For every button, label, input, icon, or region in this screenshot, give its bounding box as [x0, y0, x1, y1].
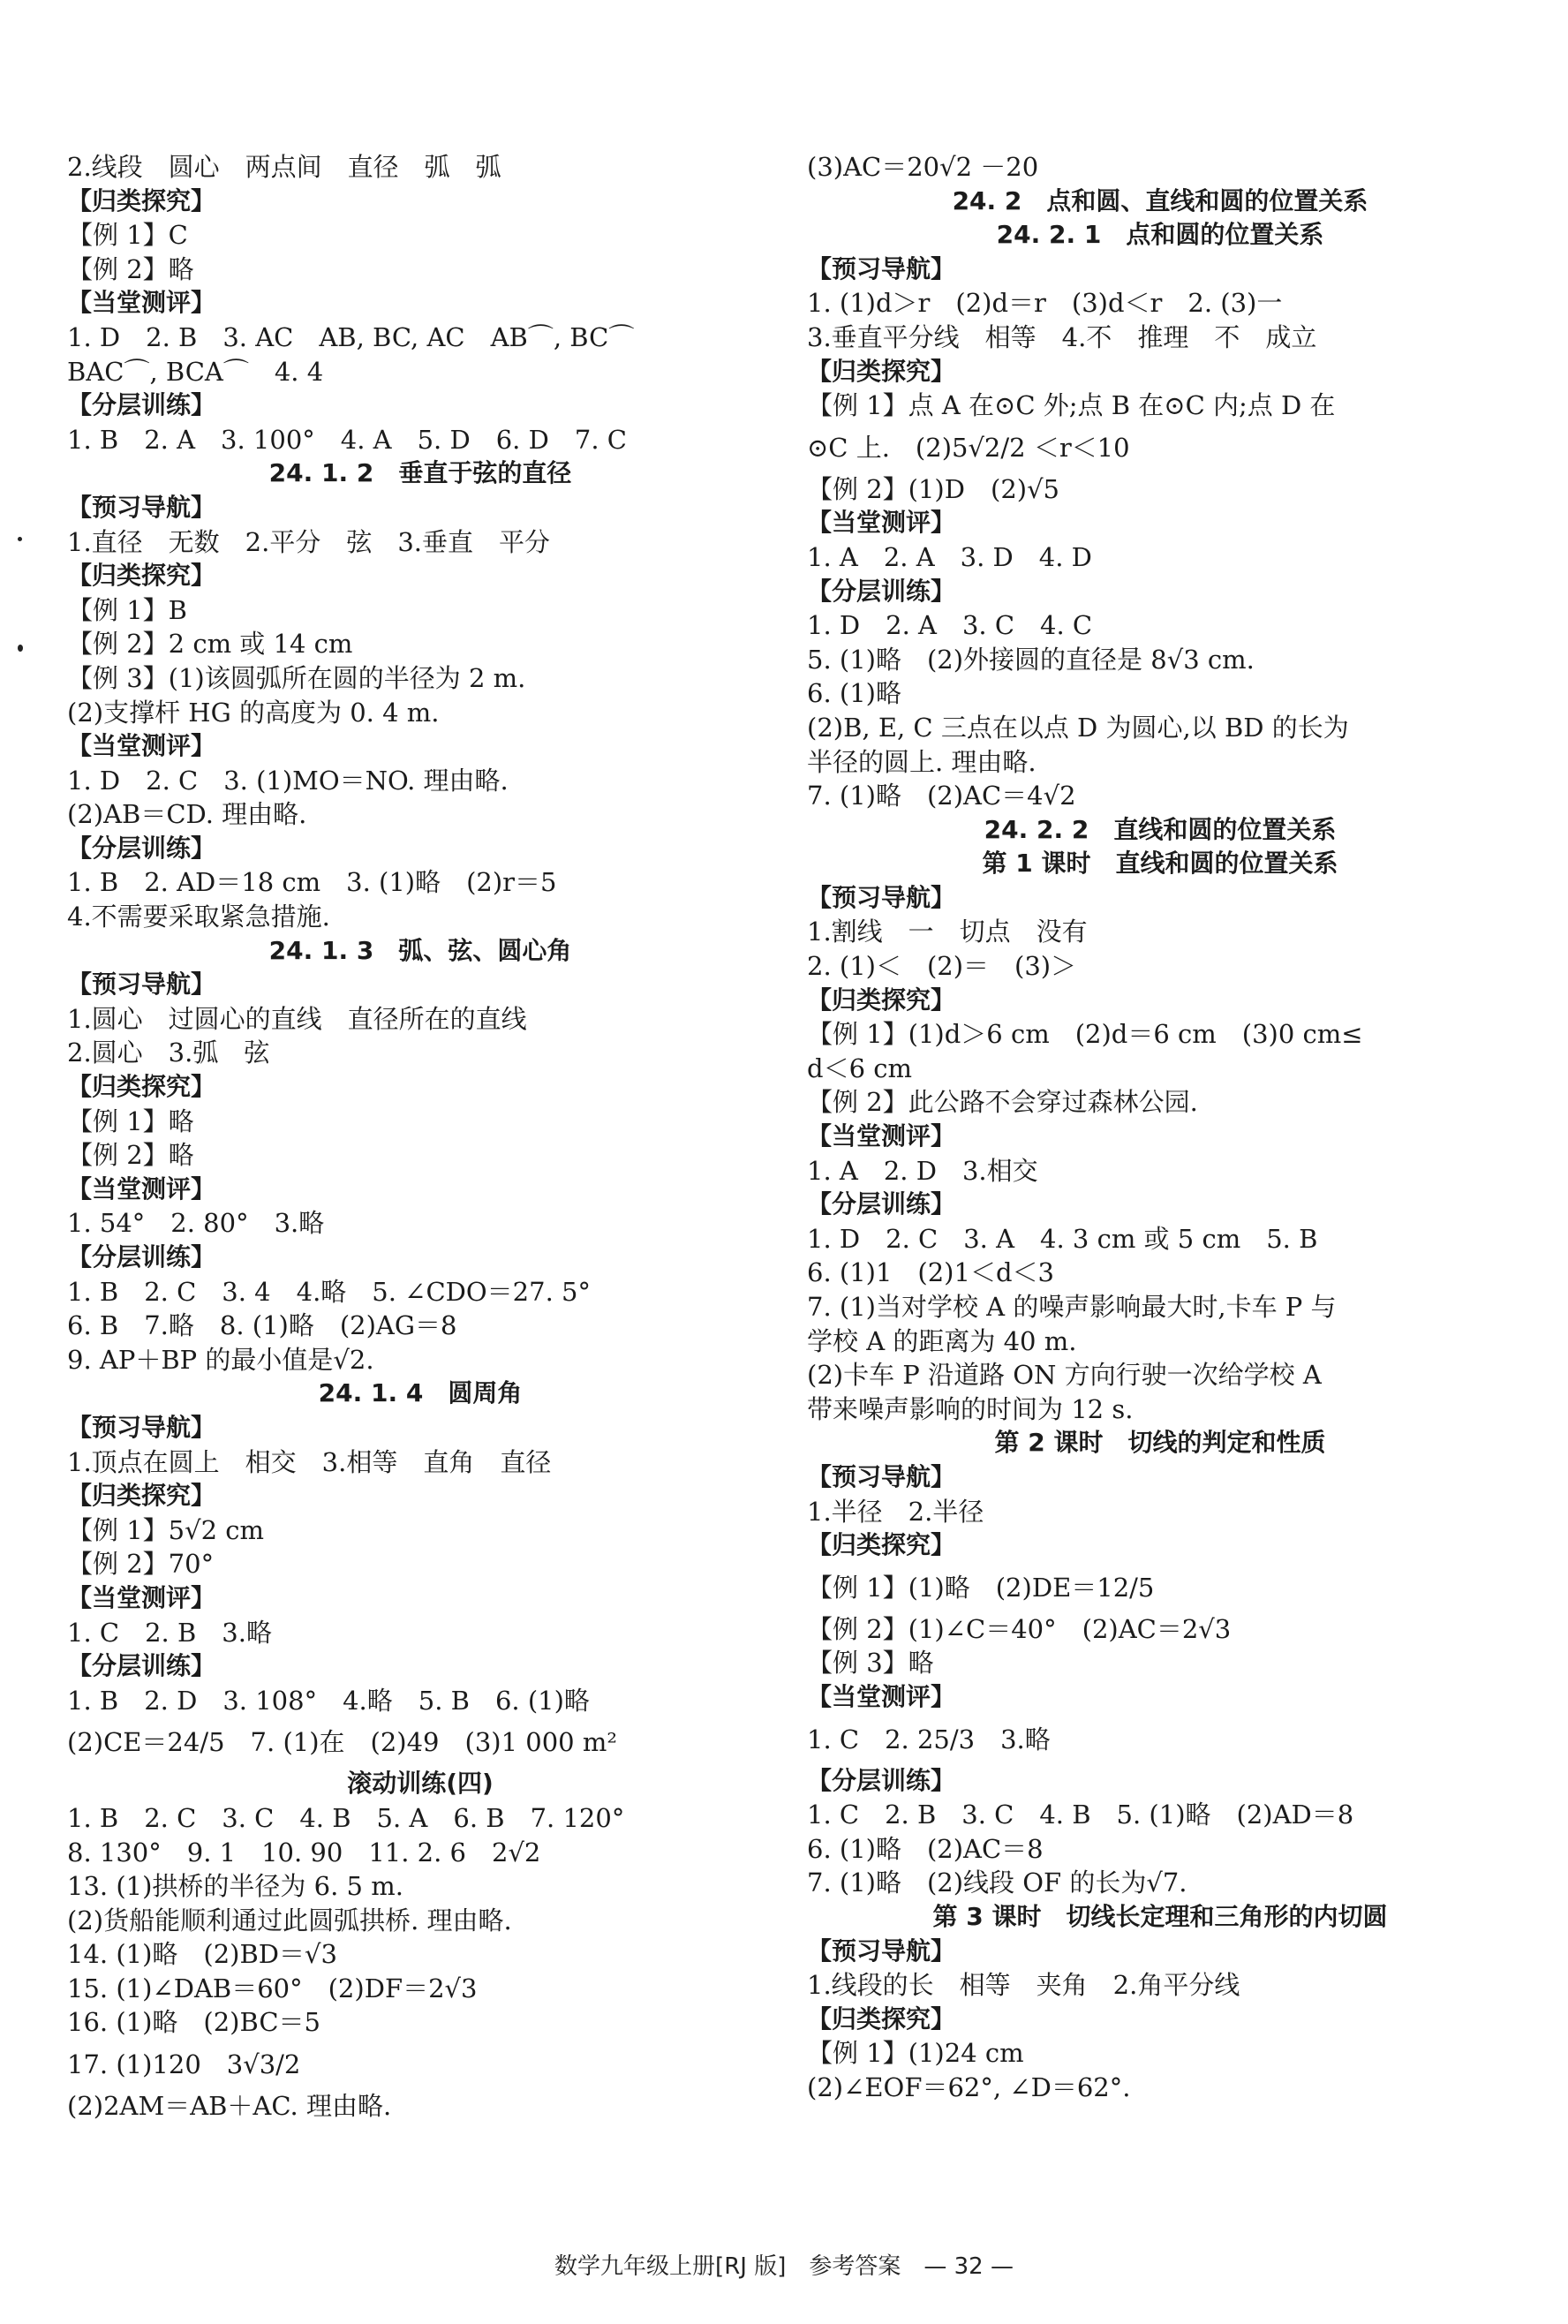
answer-line: 7. (1)略 (2)AC＝4√2: [807, 781, 1076, 811]
section-title: 24. 1. 3 弧、弦、圆心角: [268, 935, 572, 965]
section-title: 24. 2 点和圆、直线和圆的位置关系: [952, 185, 1368, 215]
answer-line: 1.割线 一 切点 没有: [807, 917, 1088, 947]
answer-line: 1.顶点在圆上 相交 3.相等 直角 直径: [67, 1446, 552, 1477]
answer-line: (2)2AM＝AB＋AC. 理由略.: [67, 2091, 392, 2122]
answer-line: 1. B 2. D 3. 108° 4.略 5. B 6. (1)略: [67, 1685, 590, 1716]
section-title: 第 1 课时 直线和圆的位置关系: [982, 849, 1338, 879]
answer-line: 6. (1)1 (2)1＜d＜3: [807, 1257, 1054, 1288]
section-label: 【当堂测评】: [67, 1582, 216, 1612]
section-label: 【归类探究】: [807, 2003, 956, 2034]
answer-line: 6. B 7.略 8. (1)略 (2)AG＝8: [67, 1310, 457, 1341]
answer-line: 16. (1)略 (2)BC＝5: [67, 2007, 320, 2038]
answer-line: 【例 1】5√2 cm: [67, 1514, 265, 1545]
scan-speck: [18, 537, 22, 541]
answer-line: 2. (1)＜ (2)＝ (3)＞: [807, 951, 1077, 982]
answer-line: (2)B, E, C 三点在以点 D 为圆心,以 BD 的长为: [807, 712, 1349, 743]
answer-line: 1. B 2. AD＝18 cm 3. (1)略 (2)r＝5: [67, 867, 557, 898]
section-label: 【归类探究】: [807, 1530, 956, 1560]
answer-line: 1. B 2. C 3. C 4. B 5. A 6. B 7. 120°: [67, 1802, 625, 1833]
answer-line: 3.垂直平分线 相等 4.不 推理 不 成立: [807, 321, 1317, 352]
section-label: 【预习导航】: [67, 1412, 216, 1442]
section-label: 【预习导航】: [807, 1461, 956, 1491]
answer-line: 4.不需要采取紧急措施.: [67, 902, 330, 932]
section-label: 【归类探究】: [807, 985, 956, 1015]
section-label: 【分层训练】: [67, 833, 216, 863]
answer-line: 【例 2】此公路不会穿过森林公园.: [807, 1087, 1198, 1118]
section-title: 24. 1. 2 垂直于弦的直径: [268, 458, 572, 488]
answer-line: 7. (1)当对学校 A 的噪声影响最大时,卡车 P 与: [807, 1292, 1337, 1322]
answer-line: 1.半径 2.半径: [807, 1496, 984, 1527]
scan-speck: [18, 645, 23, 652]
answer-line: 1. 54° 2. 80° 3.略: [67, 1208, 325, 1239]
answer-line: 【例 1】B: [67, 594, 187, 625]
section-label: 【分层训练】: [67, 390, 216, 420]
answer-line: 1.直径 无数 2.平分 弦 3.垂直 平分: [67, 526, 551, 557]
section-label: 【归类探究】: [807, 356, 956, 386]
answer-line: 【例 1】(1)略 (2)DE＝12/5: [807, 1572, 1155, 1603]
section-label: 【归类探究】: [67, 561, 216, 591]
answer-line: 1. B 2. C 3. 4 4.略 5. ∠CDO＝27. 5°: [67, 1276, 591, 1307]
answer-line: BAC⌒, BCA⌒ 4. 4: [67, 356, 324, 387]
section-label: 【分层训练】: [807, 1189, 956, 1219]
answer-line: 1.圆心 过圆心的直线 直径所在的直线: [67, 1003, 527, 1034]
answer-line: 【例 2】2 cm 或 14 cm: [67, 629, 353, 660]
section-label: 【当堂测评】: [67, 1173, 216, 1204]
section-label: 【预习导航】: [807, 253, 956, 283]
section-label: 【归类探究】: [67, 1481, 216, 1511]
answer-line: (2)∠EOF＝62°, ∠D＝62°.: [807, 2071, 1131, 2102]
answer-line: 学校 A 的距离为 40 m.: [807, 1325, 1077, 1356]
answer-line: 15. (1)∠DAB＝60° (2)DF＝2√3: [67, 1973, 478, 2003]
answer-line: 7. (1)略 (2)线段 OF 的长为√7.: [807, 1868, 1187, 1898]
answer-line: 【例 1】(1)d＞6 cm (2)d＝6 cm (3)0 cm≤: [807, 1019, 1363, 1050]
answer-line: 【例 1】(1)24 cm: [807, 2038, 1024, 2069]
section-title: 第 3 课时 切线长定理和三角形的内切圆: [932, 1901, 1388, 1931]
answer-line: 6. (1)略: [807, 678, 901, 709]
section-label: 【归类探究】: [67, 185, 216, 215]
answer-line: 【例 1】点 A 在⊙C 外;点 B 在⊙C 内;点 D 在: [807, 390, 1336, 421]
answer-line: 2.圆心 3.弧 弦: [67, 1038, 270, 1068]
answer-line: (2)货船能顺利通过此圆弧拱桥. 理由略.: [67, 1905, 512, 1935]
answer-line: 1. B 2. A 3. 100° 4. A 5. D 6. D 7. C: [67, 424, 627, 455]
answer-line: 【例 3】(1)该圆弧所在圆的半径为 2 m.: [67, 662, 526, 693]
answer-line: 【例 1】略: [67, 1105, 194, 1136]
section-label: 【预习导航】: [807, 882, 956, 912]
answer-line: 【例 2】(1)∠C＝40° (2)AC＝2√3: [807, 1613, 1232, 1644]
answer-line: 1. C 2. 25/3 3.略: [807, 1724, 1051, 1754]
section-title: 24. 2. 1 点和圆的位置关系: [996, 220, 1324, 250]
section-title: 24. 2. 2 直线和圆的位置关系: [984, 814, 1337, 844]
answer-line: 9. AP＋BP 的最小值是√2.: [67, 1344, 374, 1375]
section-label: 【当堂测评】: [807, 508, 956, 538]
answer-line: (3)AC＝20√2 －20: [807, 152, 1039, 182]
section-label: 【分层训练】: [807, 1765, 956, 1795]
answer-line: 【例 2】略: [67, 1140, 194, 1171]
answer-line: 1. C 2. B 3. C 4. B 5. (1)略 (2)AD＝8: [807, 1800, 1354, 1830]
answer-line: 【例 3】略: [807, 1648, 934, 1679]
answer-line: 1. C 2. B 3.略: [67, 1617, 272, 1648]
answer-line: 5. (1)略 (2)外接圆的直径是 8√3 cm.: [807, 644, 1255, 675]
answer-line: 1. A 2. A 3. D 4. D: [807, 541, 1092, 572]
answer-line: 13. (1)拱桥的半径为 6. 5 m.: [67, 1871, 403, 1902]
page-footer: 数学九年级上册[RJ 版] 参考答案 — 32 —: [554, 2253, 1014, 2280]
answer-line: 1. D 2. A 3. C 4. C: [807, 610, 1093, 641]
answer-line: (2)CE＝24/5 7. (1)在 (2)49 (3)1 000 m²: [67, 1727, 617, 1758]
answer-line: 8. 130° 9. 1 10. 90 11. 2. 6 2√2: [67, 1837, 541, 1868]
answer-line: 半径的圆上. 理由略.: [807, 746, 1037, 777]
answer-line: 【例 2】(1)D (2)√5: [807, 473, 1060, 504]
answer-line: 【例 1】C: [67, 220, 188, 251]
right-column: [807, 150, 1513, 2104]
section-label: 【预习导航】: [67, 492, 216, 522]
section-label: 【归类探究】: [67, 1072, 216, 1102]
section-label: 【分层训练】: [807, 576, 956, 606]
answer-line: 【例 2】70°: [67, 1549, 215, 1580]
section-label: 【预习导航】: [67, 970, 216, 1000]
section-label: 【当堂测评】: [67, 288, 216, 318]
answer-line: 带来噪声影响的时间为 12 s.: [807, 1393, 1134, 1424]
section-title: 24. 1. 4 圆周角: [318, 1378, 523, 1408]
answer-line: 1. A 2. D 3.相交: [807, 1155, 1038, 1186]
answer-line: 1. (1)d＞r (2)d＝r (3)d＜r 2. (3)一: [807, 288, 1283, 319]
answer-line: 1. D 2. C 3. (1)MO＝NO. 理由略.: [67, 765, 509, 796]
left-column: [67, 150, 773, 2124]
section-label: 【分层训练】: [67, 1242, 216, 1271]
answer-line: (2)AB＝CD. 理由略.: [67, 799, 307, 830]
section-label: 【预习导航】: [807, 1935, 956, 1966]
section-label: 【分层训练】: [67, 1651, 216, 1681]
answer-line: 17. (1)120 3√3/2: [67, 2049, 301, 2080]
section-label: 【当堂测评】: [67, 731, 216, 761]
answer-line: (2)卡车 P 沿道路 ON 方向行驶一次给学校 A: [807, 1360, 1322, 1391]
section-title: 滚动训练(四): [347, 1769, 494, 1799]
answer-line: 14. (1)略 (2)BD＝√3: [67, 1939, 337, 1970]
answer-line: d＜6 cm: [807, 1053, 912, 1083]
answer-line: ⊙C 上. (2)5√2/2 ＜r＜10: [807, 432, 1130, 463]
answer-line: 1.线段的长 相等 夹角 2.角平分线: [807, 1970, 1240, 2001]
answer-line: 2.线段 圆心 两点间 直径 弧 弧: [67, 152, 501, 182]
answer-line: 1. D 2. B 3. AC AB, BC, AC AB⌒, BC⌒: [67, 321, 635, 352]
answer-line: 【例 2】略: [67, 253, 194, 284]
answer-line: 6. (1)略 (2)AC＝8: [807, 1833, 1044, 1864]
section-label: 【当堂测评】: [807, 1121, 956, 1151]
section-title: 第 2 课时 切线的判定和性质: [994, 1428, 1326, 1458]
answer-line: 1. D 2. C 3. A 4. 3 cm 或 5 cm 5. B: [807, 1223, 1318, 1254]
section-label: 【当堂测评】: [807, 1681, 956, 1711]
answer-line: (2)支撑杆 HG 的高度为 0. 4 m.: [67, 697, 440, 728]
